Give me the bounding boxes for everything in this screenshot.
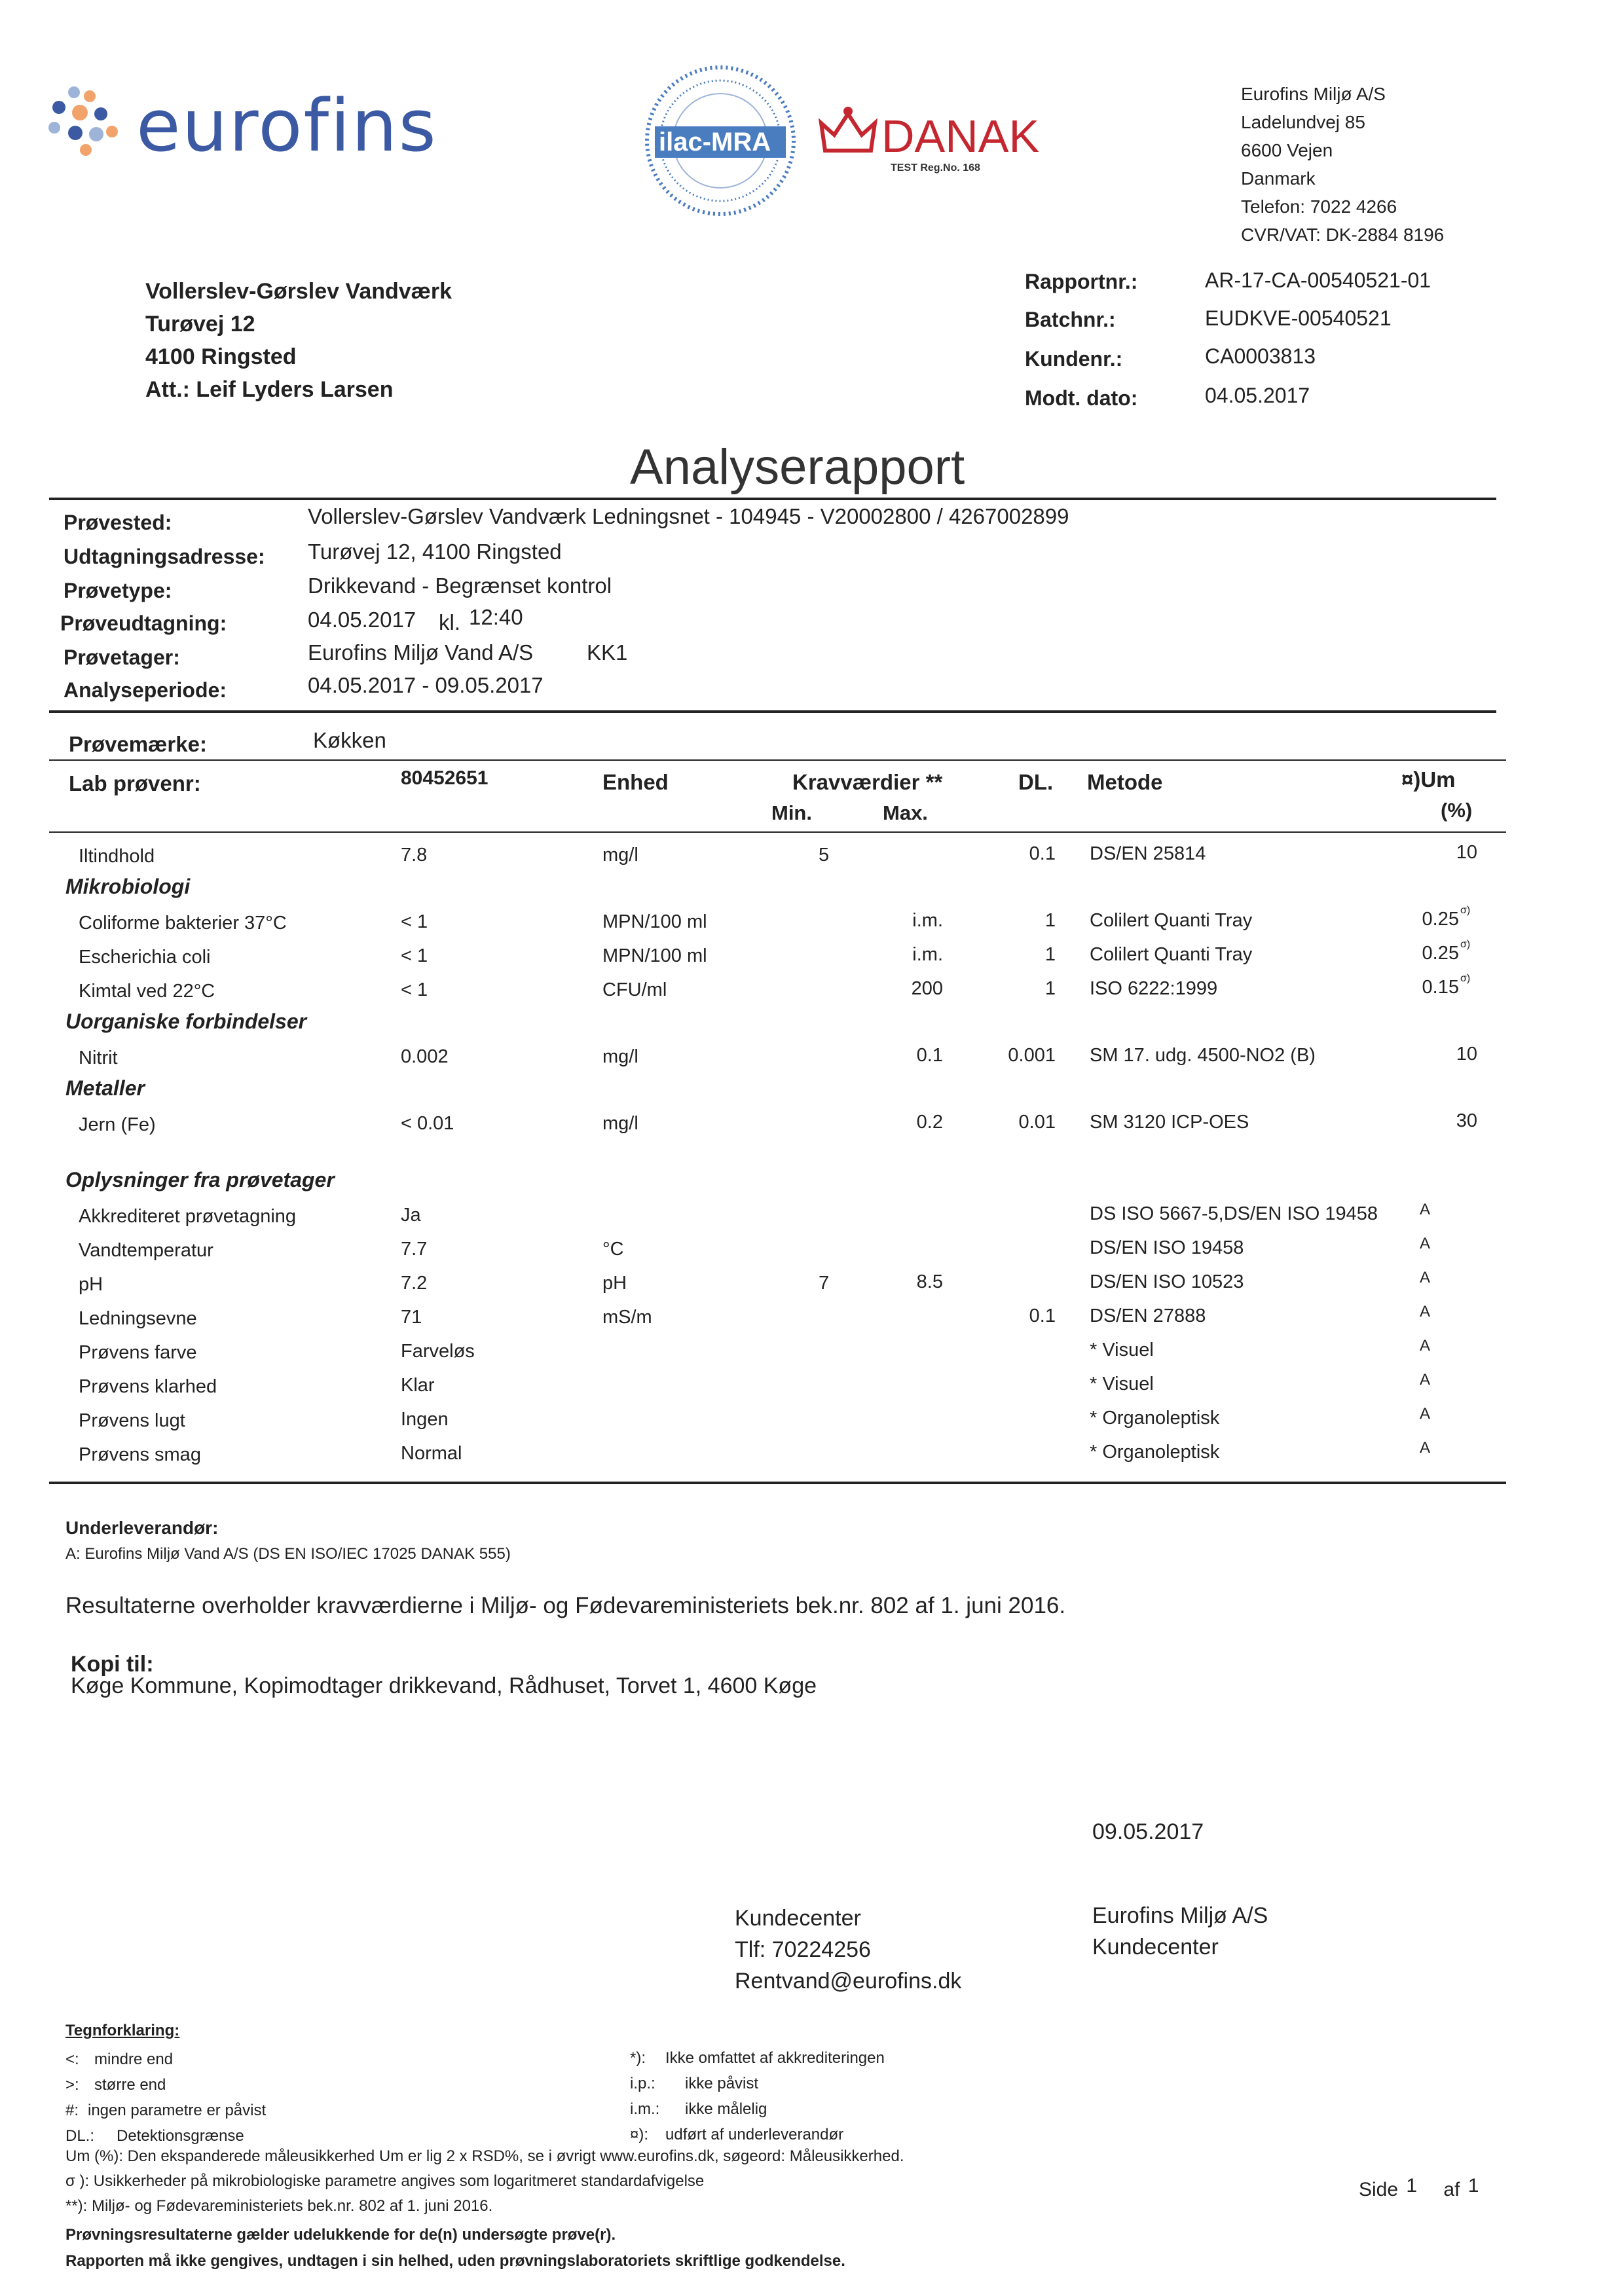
result-value: Ja [401,1205,421,1226]
accreditation-flag: A [1420,1405,1431,1423]
dl-value: 1 [1044,944,1056,965]
um-superscript: σ) [1460,939,1471,950]
provemaerke-label: Prøvemærke: [69,732,207,756]
unit: mS/m [602,1307,652,1328]
accreditation-flag: A [1420,1337,1431,1355]
ilac-mra-logo [642,62,799,219]
provetager-label: Prøvetager: [64,646,180,669]
table-row [0,973,1624,1007]
recipient-line: Vollerslev-Gørslev Vandværk [145,279,452,304]
method: SM 3120 ICP-OES [1090,1112,1249,1133]
danak-reg-no: TEST Reg.No. 168 [891,162,980,173]
dl-value: 1 [1044,978,1056,999]
method: DS/EN ISO 10523 [1090,1271,1244,1292]
recipient-line: 4100 Ringsted [145,344,297,369]
eurofins-wordmark: eurofins [136,84,437,168]
result-value: Farveløs [401,1341,475,1362]
um-value: 10 [1456,1044,1477,1065]
danak-logo [819,105,1041,183]
info-rule [49,710,1496,713]
metode-header: Metode [1087,770,1163,794]
section-heading: Mikrobiologi [65,875,191,898]
method: Colilert Quanti Tray [1090,910,1253,931]
dl-header: DL. [1018,770,1054,794]
kundecenter-line: Tlf: 70224256 [735,1937,871,1962]
result-value: Normal [401,1443,462,1464]
result-value: < 1 [401,911,428,932]
underleverandor-label: Underleverandør: [65,1518,219,1538]
enhed-header: Enhed [602,770,669,794]
method: * Visuel [1090,1374,1154,1394]
section-heading: Uorganiske forbindelser [65,1010,307,1033]
sign-date: 09.05.2017 [1092,1819,1204,1844]
param-name: pH [79,1274,103,1295]
kundecenter-block [735,1903,961,1997]
param-name: Coliforme bakterier 37°C [79,913,287,934]
max-header: Max. [883,801,928,824]
param-name: Ledningsevne [79,1308,197,1329]
lab-address [1241,80,1444,249]
um-value: 30 [1456,1110,1477,1131]
danak-wordmark: DANAK [881,111,1040,162]
recipient-line: Turøvej 12 [145,312,255,337]
um-value: 0.25 [1422,943,1459,964]
unit: MPN/100 ml [602,911,707,932]
table-row [0,1334,1624,1368]
udtagning-date: 04.05.2017 [308,608,416,632]
table-row [0,1040,1624,1074]
provested-label: Prøvested: [64,511,172,534]
adresse-value: Turøvej 12, 4100 Ringsted [308,539,562,564]
accreditation-flag: A [1420,1439,1431,1457]
legend-item: *): Ikke omfattet af akkrediteringen [630,2049,885,2067]
legend-item: i.p.: ikke påvist [630,2075,759,2092]
param-name: Akkrediteret prøvetagning [79,1206,297,1227]
legend-item: ¤): udført af underleverandør [630,2126,844,2143]
legend-item: DL.: Detektionsgrænse [65,2127,244,2145]
param-name: Nitrit [79,1048,118,1068]
table-row [0,1368,1624,1402]
kundecenter-line[interactable]: Rentvand@eurofins.dk [735,1969,962,1994]
legend-item: <: mindre end [65,2050,174,2068]
unit: mg/l [602,845,638,866]
report-title: Analyserapport [630,439,965,495]
param-name: Escherichia coli [79,947,211,968]
param-name: Vandtemperatur [79,1240,213,1261]
unit: mg/l [602,1113,638,1134]
method: * Organoleptisk [1090,1408,1220,1429]
legend-right [630,2045,885,2147]
table-row [0,1300,1624,1334]
address-line: Ladelundvej 85 [1241,112,1365,132]
result-value: Klar [401,1375,435,1396]
method: Colilert Quanti Tray [1090,944,1253,965]
address-line: Eurofins Miljø A/S [1241,84,1386,104]
method: DS/EN 27888 [1090,1305,1206,1326]
kundecenter-line: Kundecenter [735,1906,861,1931]
address-line: Danmark [1241,168,1316,189]
param-name: Jern (Fe) [79,1114,156,1135]
max-value: 0.2 [916,1112,943,1133]
table-row [0,1232,1624,1266]
address-line: Telefon: 7022 4266 [1241,196,1397,217]
dl-value: 0.1 [1029,843,1056,864]
legend-left [65,2047,266,2149]
dl-value: 0.001 [1008,1045,1056,1066]
um-value: 10 [1456,842,1477,863]
legend-item: >: større end [65,2076,166,2094]
unit: °C [602,1239,624,1260]
signature-line: Eurofins Miljø A/S [1092,1903,1268,1928]
signature-block [1092,1900,1268,1963]
eurofins-dots-icon [46,85,124,164]
param-name: Prøvens farve [79,1342,197,1363]
udtagning-time: 12:40 [469,605,523,629]
min-value: 5 [819,845,830,866]
result-value: 0.002 [401,1046,449,1067]
unit: mg/l [602,1046,638,1067]
table-row [0,1436,1624,1470]
kopi-text: Køge Kommune, Kopimodtager drikkevand, Rådhuset, Torvet 1, 4600 Køge [71,1673,817,1698]
rapportnr-value: AR-17-CA-00540521-01 [1205,268,1431,292]
max-value: i.m. [912,910,943,931]
batchnr-label: Batchnr.: [1025,308,1116,331]
legend-title: Tegnforklaring: [65,2022,180,2039]
accreditation-flag: A [1420,1303,1431,1321]
method: SM 17. udg. 4500-NO2 (B) [1090,1045,1316,1066]
header-rule-bottom [49,831,1506,833]
section-heading: Oplysninger fra prøvetager [65,1168,335,1192]
um-pct-header: (%) [1441,799,1473,822]
max-value: i.m. [912,944,943,965]
legend-bold-2: Rapporten må ikke gengives, undtagen i sin helhed, uden prøvningslaboratoriets skriftlige godkendelse. [65,2252,845,2270]
min-value: 7 [819,1273,830,1294]
table-row [0,1106,1624,1140]
page-number: Side 1 af 1 [1359,2175,1479,2200]
accreditation-flag: A [1420,1269,1431,1286]
um-value: 0.15 [1422,977,1459,998]
kundenr-value: CA0003813 [1205,344,1316,368]
eurofins-logo [46,79,437,177]
crown-icon [819,105,877,157]
method: DS ISO 5667-5,DS/EN ISO 19458 [1090,1203,1378,1224]
lab-provenr-value: 80452651 [401,767,489,789]
unit: CFU/ml [602,979,667,1000]
dl-value: 0.01 [1018,1112,1056,1133]
um-superscript: σ) [1460,905,1471,916]
result-value: < 1 [401,979,428,1000]
param-name: Prøvens smag [79,1444,201,1465]
result-value: < 1 [401,945,428,966]
provetager-value: Eurofins Miljø Vand A/S [308,640,534,665]
param-name: Kimtal ved 22°C [79,981,215,1002]
param-name: Prøvens lugt [79,1410,185,1431]
result-value: 7.2 [401,1273,428,1294]
rapportnr-label: Rapportnr.: [1025,270,1138,293]
provetype-value: Drikkevand - Begrænset kontrol [308,574,612,598]
section-heading: Metaller [65,1076,145,1100]
method: DS/EN ISO 19458 [1090,1237,1244,1258]
udtagning-label: Prøveudtagning: [60,611,227,635]
table-row [0,838,1624,872]
um-value: 0.25 [1422,909,1459,930]
address-line: 6600 Vejen [1241,140,1333,160]
table-row [0,1266,1624,1300]
address-line: CVR/VAT: DK-2884 8196 [1241,225,1445,245]
legend-item: i.m.: ikke målelig [630,2100,767,2118]
table-row [0,1402,1624,1436]
periode-label: Analyseperiode: [64,678,227,702]
max-value: 8.5 [916,1271,943,1292]
legend-item: #: ingen parametre er påvist [65,2102,267,2119]
result-value: Ingen [401,1409,449,1430]
provetager-code: KK1 [587,640,628,665]
conclusion-text: Resultaterne overholder kravværdierne i Miljø- og Fødevareministeriets bek.nr. 802 af 1. juni 2016. [65,1593,1066,1618]
table-row [0,905,1624,939]
udtagning-kl: kl. [439,610,460,634]
kundenr-label: Kundenr.: [1025,347,1123,371]
result-value: < 0.01 [401,1113,454,1134]
underleverandor-text: A: Eurofins Miljø Vand A/S (DS EN ISO/IEC 17025 DANAK 555) [65,1545,511,1563]
modt-label: Modt. dato: [1025,386,1138,410]
accreditation-flag: A [1420,1371,1431,1389]
kravvaerdier-header: Kravværdier ** [792,770,943,794]
accreditation-flag: A [1420,1235,1431,1252]
recipient-line: Att.: Leif Lyders Larsen [145,377,394,402]
max-value: 200 [911,978,943,999]
method: * Organoleptisk [1090,1442,1220,1463]
lab-provenr-label: Lab prøvenr: [69,771,201,795]
accreditation-flag: A [1420,1201,1431,1218]
method: DS/EN 25814 [1090,843,1206,864]
legend-bold-1: Prøvningsresultaterne gælder udelukkende for de(n) undersøgte prøve(r). [65,2226,616,2244]
max-value: 0.1 [916,1045,943,1066]
result-value: 7.8 [401,845,428,866]
modt-value: 04.05.2017 [1205,384,1310,407]
param-name: Prøvens klarhed [79,1376,217,1397]
method: * Visuel [1090,1339,1154,1360]
provested-value: Vollerslev-Gørslev Vandværk Ledningsnet - 104945 - V20002800 / 4267002899 [308,504,1069,528]
recipient-address [145,275,452,406]
title-rule [49,498,1496,500]
min-header: Min. [771,801,812,824]
legend-sigma-line: σ ): Usikkerheder på mikrobiologiske parametre angives som logaritmeret standardafvigelse [65,2172,705,2190]
method: ISO 6222:1999 [1090,978,1218,999]
table-row [0,1198,1624,1232]
table-row [0,939,1624,973]
dl-value: 0.1 [1029,1305,1056,1326]
legend-um-line: Um (%): Den ekspanderede måleusikkerhed Um er lig 2 x RSD%, se i øvrigt www.eurofins.dk, søgeord: Måleusikkerhed. [65,2147,904,2165]
signature-line: Kundecenter [1092,1935,1219,1959]
periode-value: 04.05.2017 - 09.05.2017 [308,673,544,697]
result-value: 7.7 [401,1239,428,1260]
adresse-label: Udtagningsadresse: [64,545,265,568]
legend-star-line: **): Miljø- og Fødevareministeriets bek.nr. 802 af 1. juni 2016. [65,2197,493,2215]
header-rule-top [49,759,1506,761]
unit: pH [602,1273,627,1294]
batchnr-value: EUDKVE-00540521 [1205,306,1392,330]
provemaerke-value: Køkken [313,728,386,752]
param-name: Iltindhold [79,846,155,867]
um-superscript: σ) [1460,973,1471,984]
dl-value: 1 [1044,910,1056,931]
result-value: 71 [401,1307,422,1328]
provetype-label: Prøvetype: [64,579,172,602]
kopi-label: Kopi til: [71,1652,154,1677]
ilac-mra-text: ilac-MRA [659,128,771,156]
table-end-rule [49,1482,1506,1484]
unit: MPN/100 ml [602,945,707,966]
um-header: ¤)Um [1401,767,1456,792]
